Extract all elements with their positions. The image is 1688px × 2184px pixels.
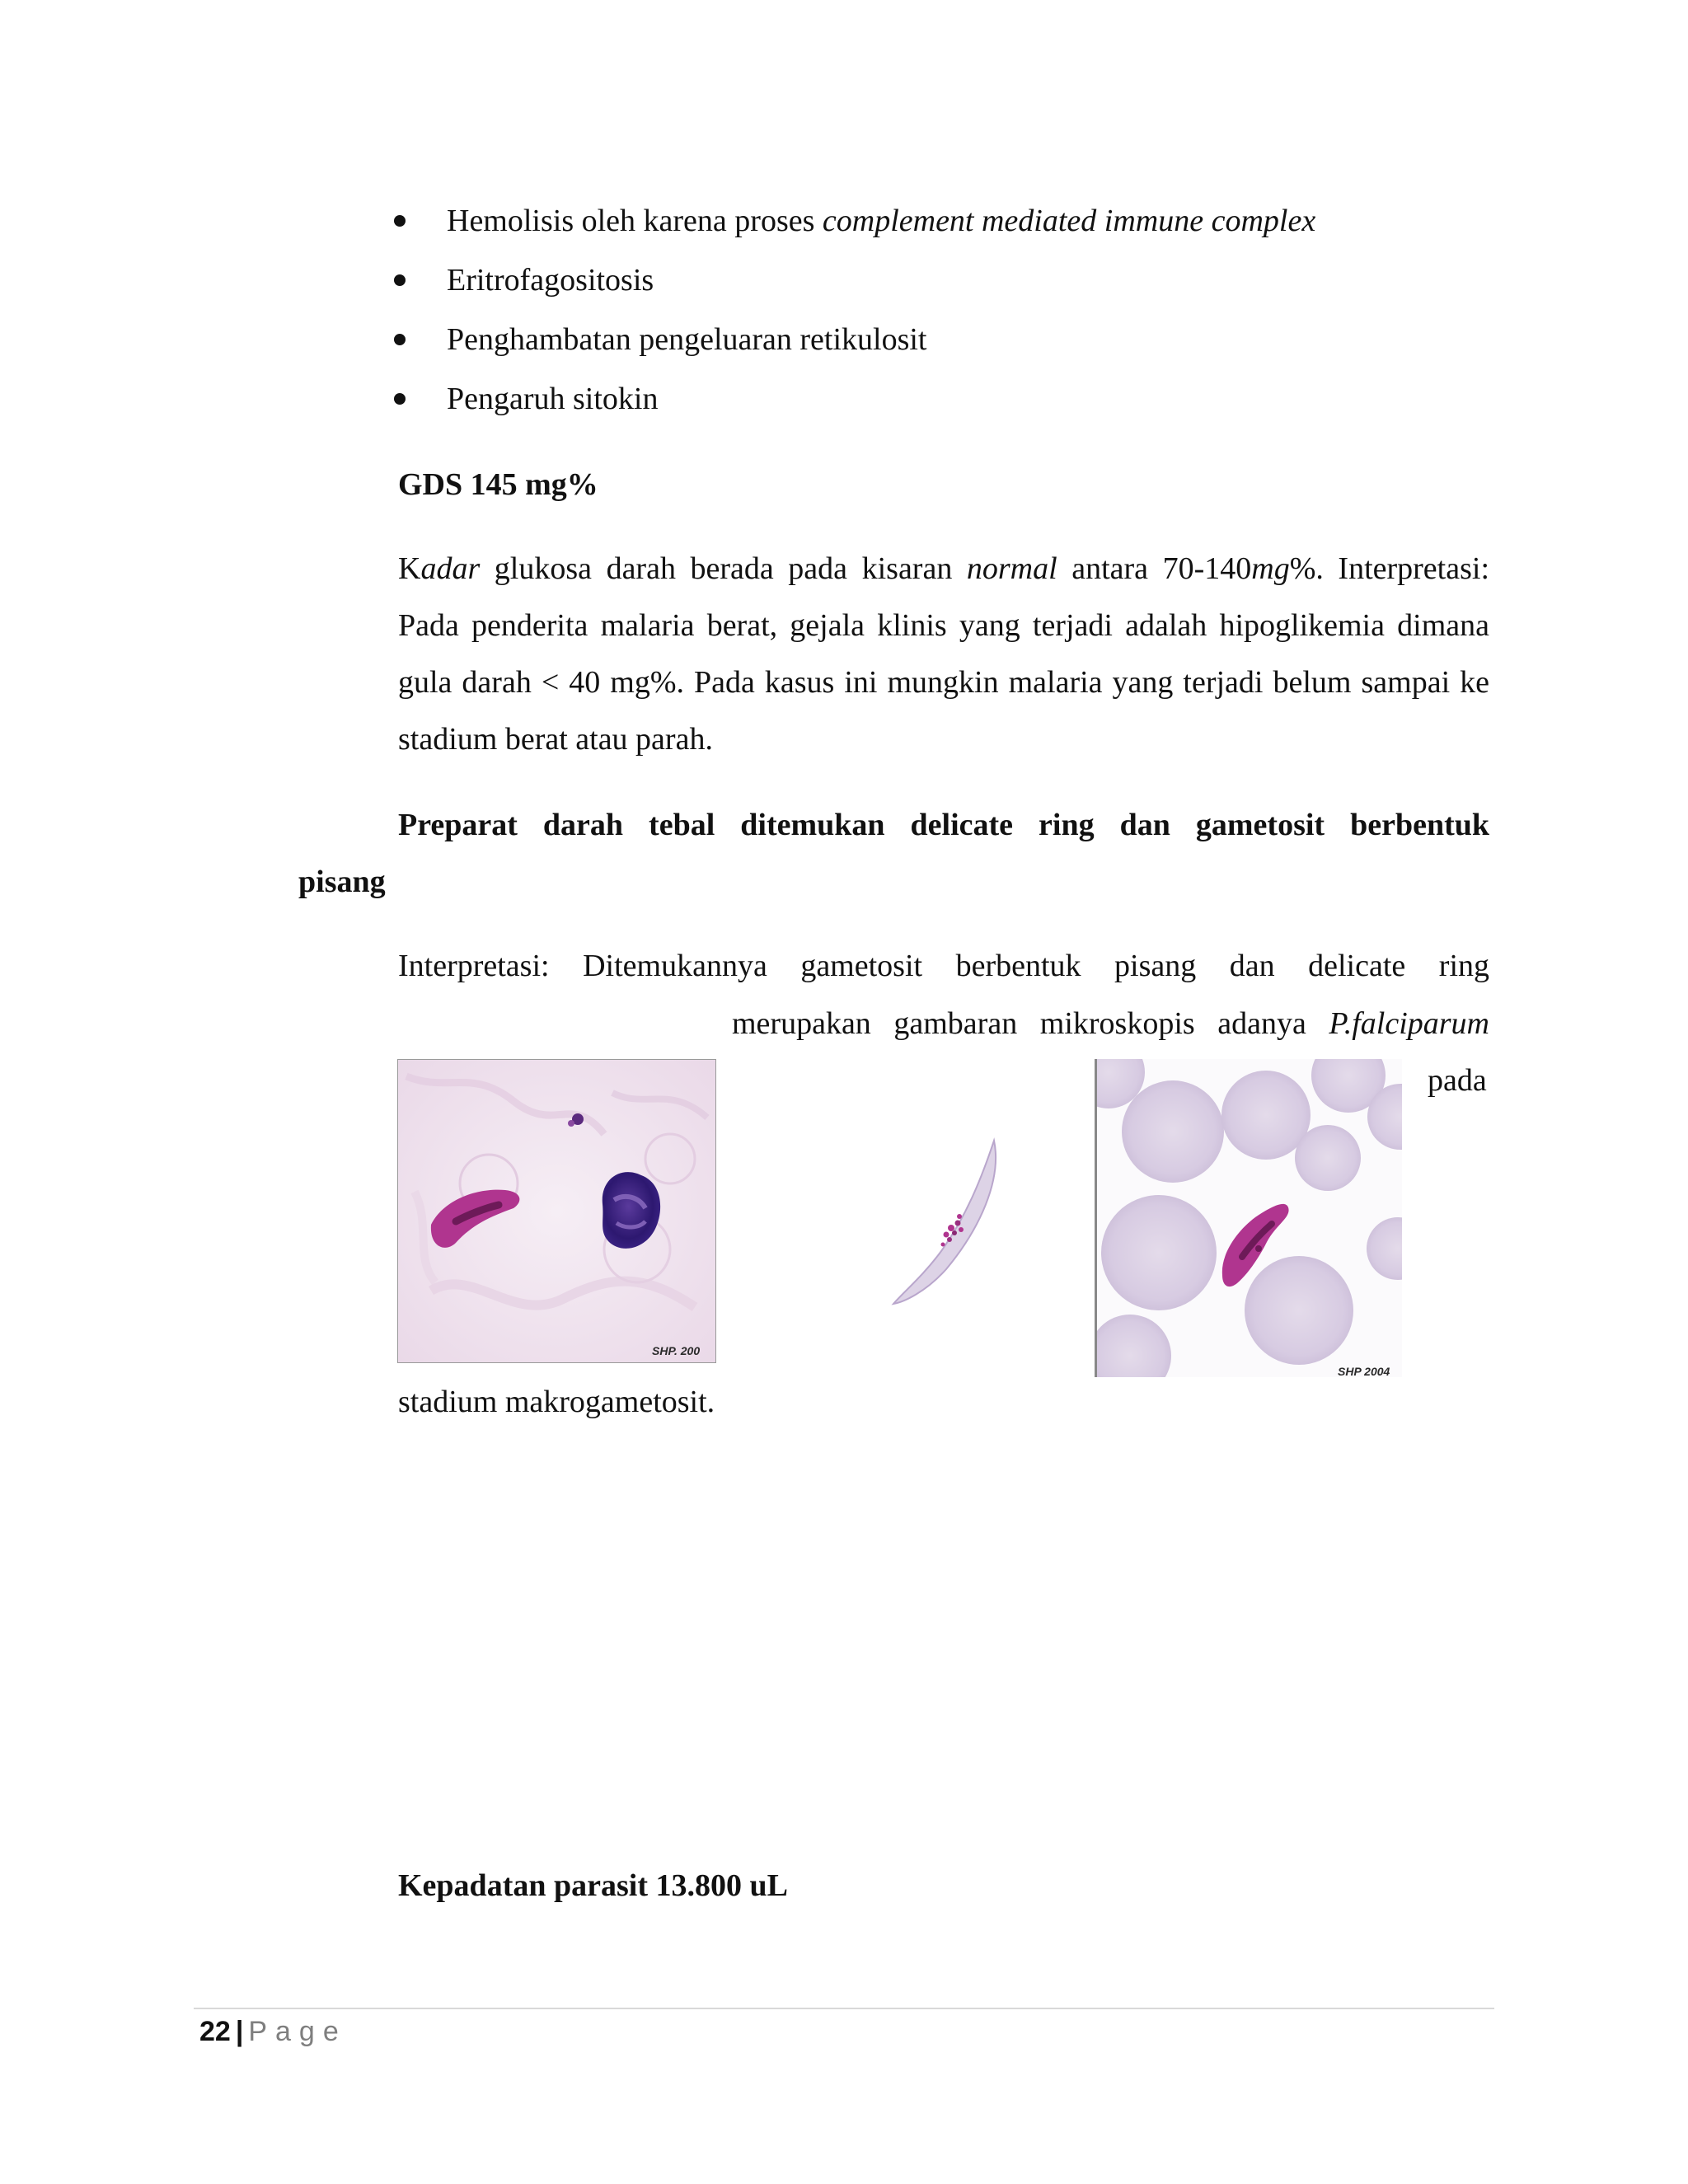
footer-divider [194,2008,1494,2009]
interpretation-line [398,938,1489,995]
preparat-heading [398,797,1489,854]
page-label: Page [248,2016,347,2047]
text-run: glukosa darah berada pada kisaran [480,551,967,586]
page-footer [199,2013,347,2050]
micrograph-crescent-gametocyte [889,1131,1004,1312]
micrograph-image [1097,1059,1402,1377]
figure-caption: SHP 2004 [1338,1365,1390,1377]
gds-paragraph [398,541,1489,768]
list-item-text: Hemolisis oleh karena proses [447,204,823,238]
micrograph-rbc-gametocyte [1095,1059,1402,1377]
micrograph-gametocyte-leukocyte [397,1059,716,1363]
figure-caption: SHP. 200 [652,1344,701,1357]
list-item [394,312,1315,371]
text-run-italic: mg [1251,551,1290,586]
list-item-italic: complement mediated immune complex [822,204,1316,238]
kepadatan-heading: Kepadatan parasit 13.800 uL [398,1868,788,1903]
micrograph-image [889,1131,1004,1312]
species-name: P.falciparum [1329,1006,1489,1041]
footer-separator: | [235,2016,244,2047]
bullet-icon [394,215,406,227]
text-run-italic: adar [420,551,481,586]
bullet-icon [394,393,406,405]
list-item-text: Penghambatan pengeluaran retikulosit [447,322,927,357]
list-item-text: Eritrofagositosis [447,263,654,298]
text-run: merupakan gambaran mikroskopis adanya [732,1006,1329,1041]
interpretation-line: stadium makrogametosit. [398,1385,715,1419]
gds-heading: GDS 145 mg% [398,467,598,502]
preparat-heading-continued: pisang [298,865,386,899]
text-run: K [398,551,421,586]
bullet-icon [394,334,406,345]
interpretation-text: Interpretasi: Ditemukannya gametosit berbentuk pisang dan delicate ring [398,949,1489,983]
text-run: antara 70-140 [1057,551,1252,586]
page-number: 22 [199,2016,231,2047]
interpretation-line [732,996,1489,1052]
list-item [394,371,1315,430]
interpretation-line: pada [1428,1063,1487,1098]
bullet-icon [394,274,406,286]
interpretation-text [732,996,1489,1052]
micrograph-image [398,1060,715,1362]
bullet-list [394,193,1315,430]
list-item [394,252,1315,312]
preparat-heading-line: Preparat darah tebal ditemukan delicate ring dan gametosit berbentuk [398,808,1489,842]
text-run: %. Interpretasi: Pada penderita malaria berat, gejala klinis yang terjadi adalah hipoglikemia dimana gula darah < 40 mg%. Pada kasus ini mungkin malaria yang terjadi belum sampai ke stadium berat atau parah. [398,551,1490,757]
text-run-italic: normal [966,551,1057,586]
list-item [394,193,1315,252]
list-item-text: Pengaruh sitokin [447,382,659,416]
